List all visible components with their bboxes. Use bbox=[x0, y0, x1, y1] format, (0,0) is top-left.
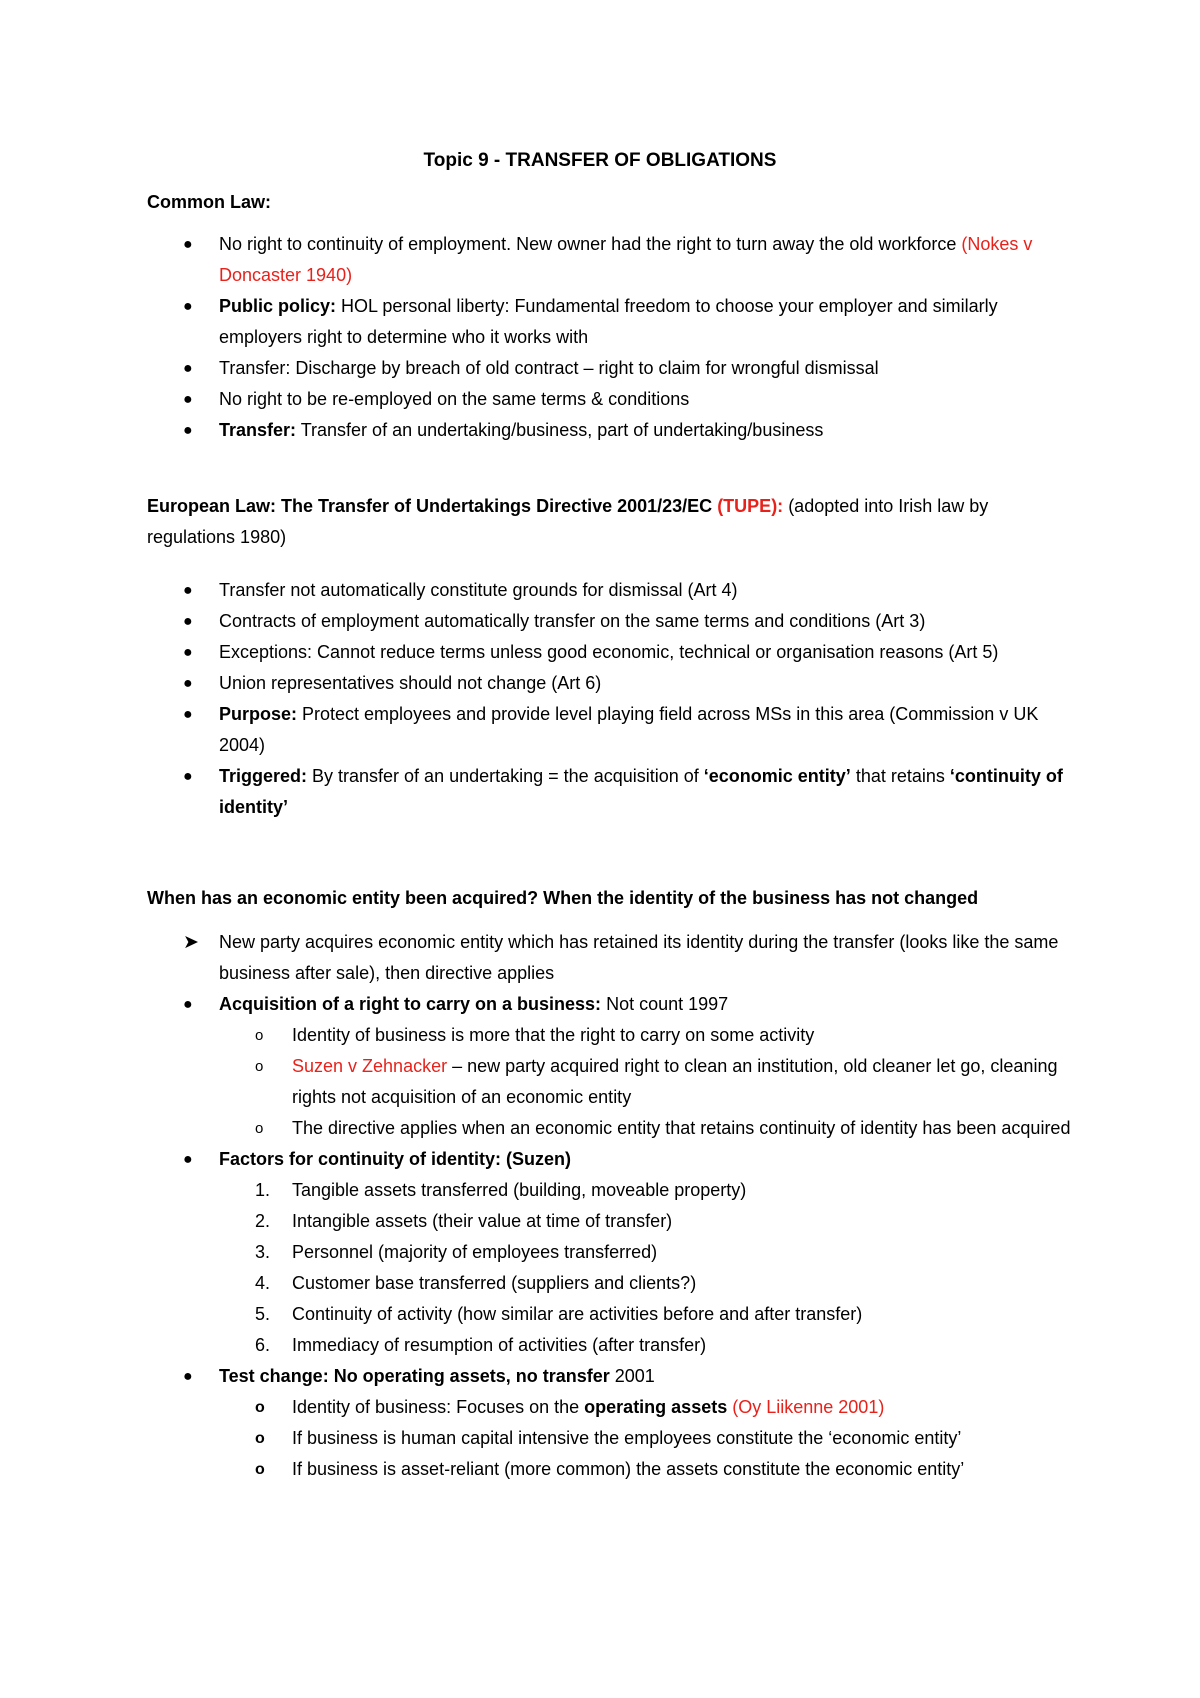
list-item bbox=[0, 291, 1069, 353]
item-text: Transfer: Discharge by breach of old contract – right to claim for wrongful dismissal bbox=[219, 358, 879, 378]
item-label: Acquisition of a right to carry on a business: bbox=[219, 994, 602, 1014]
bullet-icon: ● bbox=[183, 1151, 193, 1168]
item-text: that retains bbox=[850, 766, 950, 786]
sub-list-item bbox=[0, 1454, 1072, 1485]
arrow-icon: ➤ bbox=[183, 932, 199, 953]
item-emphasis: ‘economic entity’ bbox=[703, 766, 851, 786]
sub-list-item bbox=[0, 1051, 1072, 1113]
sub-list-item bbox=[0, 1113, 1072, 1144]
bullet-icon: ● bbox=[183, 422, 193, 439]
factor-item bbox=[0, 1299, 1072, 1330]
item-text: The directive applies when an economic entity that retains continuity of identity has been acquired bbox=[292, 1118, 1071, 1138]
list-item bbox=[0, 927, 1069, 989]
item-text: Transfer not automatically constitute grounds for dismissal (Art 4) bbox=[219, 580, 738, 600]
circle-bullet-icon: o bbox=[255, 1058, 264, 1075]
case-citation: Suzen v Zehnacker bbox=[292, 1056, 448, 1076]
list-item bbox=[0, 761, 1069, 823]
bullet-icon: ● bbox=[183, 236, 193, 253]
list-item bbox=[0, 353, 1069, 384]
list-item bbox=[0, 606, 1069, 637]
item-text: Continuity of activity (how similar are activities before and after transfer) bbox=[292, 1304, 863, 1324]
item-text: No right to be re-employed on the same terms & conditions bbox=[219, 389, 690, 409]
item-label: Purpose: bbox=[219, 704, 298, 724]
item-label: Factors for continuity of identity: (Suzen) bbox=[219, 1149, 571, 1169]
item-text: Not count 1997 bbox=[601, 994, 729, 1014]
list-item bbox=[0, 229, 1069, 291]
factor-item bbox=[0, 1237, 1072, 1268]
item-text: Transfer of an undertaking/business, part of undertaking/business bbox=[296, 420, 824, 440]
european-law-heading bbox=[147, 491, 1067, 553]
factor-item bbox=[0, 1175, 1072, 1206]
item-emphasis: operating assets bbox=[584, 1397, 728, 1417]
item-text: Exceptions: Cannot reduce terms unless good economic, technical or organisation reasons (Art 5) bbox=[219, 642, 999, 662]
item-label: Triggered: bbox=[219, 766, 308, 786]
list-item bbox=[0, 384, 1069, 415]
item-label: Test change: No operating assets, no transfer bbox=[219, 1366, 610, 1386]
list-item bbox=[0, 1361, 1069, 1392]
sub-list-item bbox=[0, 1020, 1072, 1051]
list-item bbox=[0, 668, 1069, 699]
bullet-icon: ● bbox=[183, 644, 193, 661]
list-item bbox=[0, 415, 1069, 446]
factor-number: 3. bbox=[255, 1242, 271, 1262]
item-text: Personnel (majority of employees transferred) bbox=[292, 1242, 658, 1262]
page-title: Topic 9 - TRANSFER OF OBLIGATIONS bbox=[423, 150, 777, 171]
bullet-icon: ● bbox=[183, 675, 193, 692]
item-text: New party acquires economic entity which has retained its identity during the transfer (looks like the same business after sale), then directive applies bbox=[219, 932, 1059, 983]
circle-bullet-icon: o bbox=[255, 1461, 265, 1478]
item-text: If business is asset-reliant (more common) the assets constitute the economic entity’ bbox=[292, 1459, 965, 1479]
european-law-list bbox=[0, 575, 1200, 823]
item-text: Immediacy of resumption of activities (after transfer) bbox=[292, 1335, 707, 1355]
bullet-icon: ● bbox=[183, 613, 193, 630]
case-citation: (Oy Liikenne 2001) bbox=[727, 1397, 885, 1417]
circle-bullet-icon: o bbox=[255, 1120, 264, 1137]
factor-number: 5. bbox=[255, 1304, 271, 1324]
sub-list-item bbox=[0, 1423, 1072, 1454]
item-text: If business is human capital intensive the employees constitute the ‘economic entity’ bbox=[292, 1428, 962, 1448]
bullet-icon: ● bbox=[183, 391, 193, 408]
item-text: Identity of business: Focuses on the bbox=[292, 1397, 585, 1417]
bullet-icon: ● bbox=[183, 360, 193, 377]
tupe-label: (TUPE): bbox=[717, 496, 784, 516]
list-item bbox=[0, 637, 1069, 668]
factor-item bbox=[0, 1330, 1072, 1361]
item-text: Union representatives should not change (Art 6) bbox=[219, 673, 602, 693]
item-text: Intangible assets (their value at time of transfer) bbox=[292, 1211, 673, 1231]
bullet-icon: ● bbox=[183, 996, 193, 1013]
list-item bbox=[0, 1144, 1069, 1175]
item-text: Protect employees and provide level playing field across MSs in this area (Commission v UK 2004) bbox=[219, 704, 1039, 755]
item-text: Contracts of employment automatically transfer on the same terms and conditions (Art 3) bbox=[219, 611, 926, 631]
circle-bullet-icon: o bbox=[255, 1399, 265, 1416]
list-item bbox=[0, 699, 1069, 761]
factor-number: 6. bbox=[255, 1335, 271, 1355]
factor-number: 4. bbox=[255, 1273, 271, 1293]
european-law-title: European Law: The Transfer of Undertakings Directive 2001/23/EC bbox=[147, 496, 718, 516]
item-text: Tangible assets transferred (building, moveable property) bbox=[292, 1180, 747, 1200]
bullet-icon: ● bbox=[183, 582, 193, 599]
item-text: 2001 bbox=[609, 1366, 655, 1386]
bullet-icon: ● bbox=[183, 706, 193, 723]
circle-bullet-icon: o bbox=[255, 1027, 264, 1044]
item-label: Transfer: bbox=[219, 420, 297, 440]
factor-number: 1. bbox=[255, 1180, 271, 1200]
sub-list-item bbox=[0, 1392, 1072, 1423]
case-citation: (Nokes v Doncaster 1940) bbox=[219, 234, 1033, 285]
bullet-icon: ● bbox=[183, 298, 193, 315]
item-text: Identity of business is more that the right to carry on some activity bbox=[292, 1025, 815, 1045]
common-law-heading: Common Law: bbox=[147, 192, 271, 212]
item-text: – new party acquired right to clean an institution, old cleaner let go, cleaning rights not acquisition of an economic entity bbox=[292, 1056, 1058, 1107]
factor-item bbox=[0, 1268, 1072, 1299]
item-text: Customer base transferred (suppliers and clients?) bbox=[292, 1273, 697, 1293]
factor-number: 2. bbox=[255, 1211, 271, 1231]
economic-entity-heading: When has an economic entity been acquired? When the identity of the business has not changed bbox=[147, 888, 979, 908]
common-law-list bbox=[0, 229, 1200, 446]
item-text: No right to continuity of employment. New owner had the right to turn away the old workforce bbox=[219, 234, 962, 254]
factor-item bbox=[0, 1206, 1072, 1237]
economic-entity-list bbox=[0, 927, 1200, 1485]
european-law-note: (adopted into Irish law by regulations 1980) bbox=[147, 496, 989, 547]
item-emphasis: ‘continuity of identity’ bbox=[219, 766, 1063, 817]
circle-bullet-icon: o bbox=[255, 1430, 265, 1447]
list-item bbox=[0, 989, 1069, 1020]
bullet-icon: ● bbox=[183, 1368, 193, 1385]
item-text: By transfer of an undertaking = the acquisition of bbox=[307, 766, 704, 786]
item-text: HOL personal liberty: Fundamental freedom to choose your employer and similarly employers right to determine who it works with bbox=[219, 296, 998, 347]
item-label: Public policy: bbox=[219, 296, 337, 316]
bullet-icon: ● bbox=[183, 768, 193, 785]
list-item bbox=[0, 575, 1069, 606]
